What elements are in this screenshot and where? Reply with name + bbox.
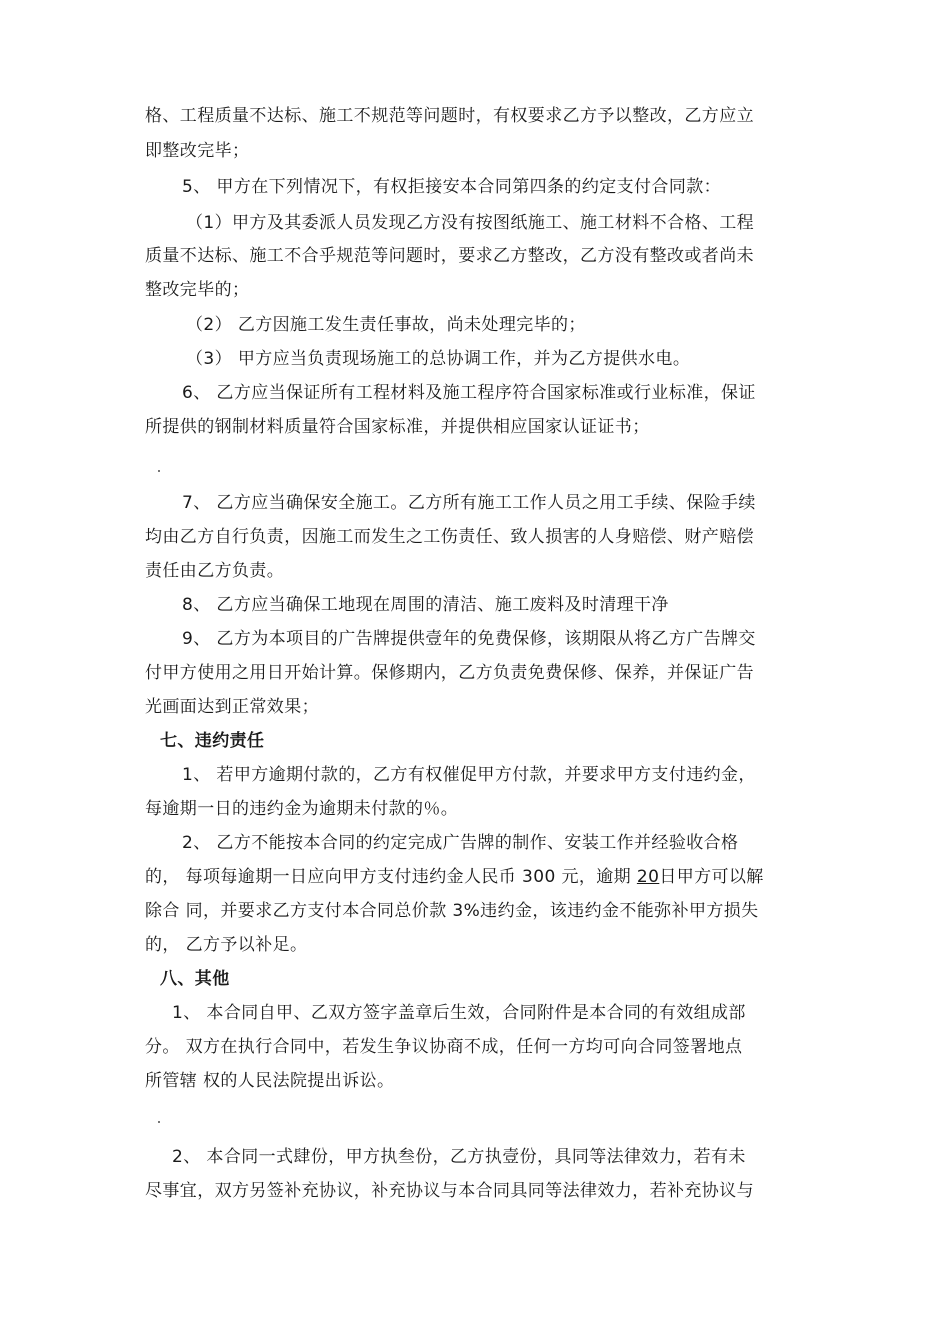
underlined-days: 20 xyxy=(636,867,660,887)
text-line: 每逾期一日的违约金为逾期未付款的％。 xyxy=(145,799,459,819)
text-line: 整改完毕的； xyxy=(145,280,250,300)
text-line: 格、工程质量不达标、施工不规范等问题时，有权要求乙方予以整改，乙方应立 xyxy=(145,106,754,126)
breach-clause-1: 1、 若甲方逾期付款的，乙方有权催促甲方付款，并要求甲方支付违约金， xyxy=(182,765,756,785)
clause-7: 7、 乙方应当确保安全施工。乙方所有施工工作人员之用工手续、保险手续 xyxy=(182,493,756,513)
text-line: 质量不达标、施工不合乎规范等问题时，要求乙方整改，乙方没有整改或者尚未 xyxy=(145,246,754,266)
text-line: 即整改完毕； xyxy=(145,141,250,161)
text-line: 付甲方使用之用日开始计算。保修期内，乙方负责免费保修、保养，并保证广告 xyxy=(145,663,754,683)
text-line: 分。 双方在执行合同中，若发生争议协商不成，任何一方均可向合同签署地点 xyxy=(145,1037,743,1057)
text-line: 光画面达到正常效果； xyxy=(145,697,319,717)
text-segment: 日甲方可以解 xyxy=(659,867,764,887)
item-1: （1）甲方及其委派人员发现乙方没有按图纸施工、施工材料不合格、工程 xyxy=(186,213,755,233)
text-line: 尽事宜，双方另签补充协议，补充协议与本合同具同等法律效力，若补充协议与 xyxy=(145,1181,754,1201)
clause-8: 8、 乙方应当确保工地现在周围的清洁、施工废料及时清理干净 xyxy=(182,595,669,615)
section-heading-breach: 七、违约责任 xyxy=(160,731,265,751)
clause-6: 6、 乙方应当保证所有工程材料及施工程序符合国家标准或行业标准，保证 xyxy=(182,383,756,403)
text-segment: 的， 每项每逾期一日应向甲方支付违约金人民币 300 元，逾期 xyxy=(145,867,637,887)
breach-clause-2: 2、 乙方不能按本合同的约定完成广告牌的制作、安装工作并经验收合格 xyxy=(182,833,739,853)
other-clause-1: 1、 本合同自甲、乙双方签字盖章后生效，合同附件是本合同的有效组成部 xyxy=(172,1003,746,1023)
text-line: 均由乙方自行负责，因施工而发生之工伤责任、致人损害的人身赔偿、财产赔偿 xyxy=(145,527,754,547)
text-line xyxy=(145,866,764,888)
text-line: 责任由乙方负责。 xyxy=(145,561,285,581)
item-3: （3） 甲方应当负责现场施工的总协调工作，并为乙方提供水电。 xyxy=(186,349,691,369)
item-2: （2） 乙方因施工发生责任事故，尚未处理完毕的； xyxy=(186,315,586,335)
text-line: 所管辖 权的人民法院提出诉讼。 xyxy=(145,1071,395,1091)
stray-mark xyxy=(158,470,160,472)
text-line: 除合 同，并要求乙方支付本合同总价款 3%违约金，该违约金不能弥补甲方损失 xyxy=(145,901,759,921)
clause-9: 9、 乙方为本项目的广告牌提供壹年的免费保修，该期限从将乙方广告牌交 xyxy=(182,629,756,649)
section-heading-other: 八、其他 xyxy=(160,969,230,989)
other-clause-2: 2、 本合同一式肆份，甲方执叁份，乙方执壹份，具同等法律效力，若有未 xyxy=(172,1147,746,1167)
text-line: 所提供的钢制材料质量符合国家标准，并提供相应国家认证证书； xyxy=(145,417,650,437)
stray-mark xyxy=(158,1121,160,1123)
clause-5: 5、 甲方在下列情况下，有权拒接安本合同第四条的约定支付合同款： xyxy=(182,177,722,197)
text-line: 的， 乙方予以补足。 xyxy=(145,935,308,955)
